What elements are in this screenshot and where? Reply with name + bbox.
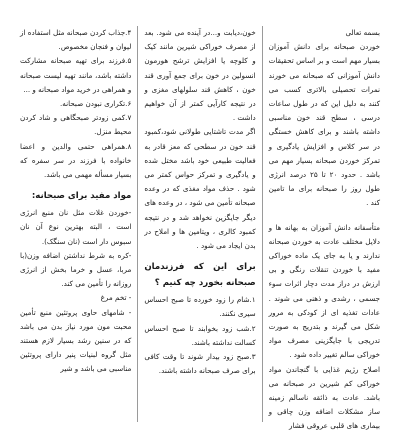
section-heading: مواد مفید برای صبحانه: (31, 191, 132, 202)
list-item: - تخم مرغ (100, 293, 132, 303)
paragraph: خون،دیابت و...در آینده می شود. بعد از مصرف خوراکی شیرین مانند کیک و کلوچه یا افزایش ترشح هورمون انسولین در خون برای جمع آوری قند خون ، کاهش قند سلولهای مغزی و در نتیجه کارآیی کمتر از آن خواهیم داشت . (144, 28, 256, 123)
list-item: ۸.همراهی حتمی والدین و اعضا خانواده با فرزند در سر سفره که بسیار مسأله مهمی می باشد. (20, 141, 132, 180)
list-item: ۲.شب زود بخوابند تا صبح احساس کسالت نداشته باشند. (144, 323, 256, 347)
paragraph: اصلاح رژیم غذایی با گنجاندن مواد خوراکی کم شیرین در صبحانه می باشد. عادت به ذائقه ناسالم زمینه ساز مشکلات اضافه وزن چاقی و بیماری های قلبی عروقی فشار (268, 364, 380, 431)
list-item: -خوردن غلات مثل نان منبع انرژی است ، البته بهترین نوع آن نان سبوس دار است (نان سنگک). (20, 208, 132, 246)
text-column-left (14, 26, 138, 422)
text-column-middle (138, 26, 262, 422)
list-item: ۶.تکراری نبودن صبحانه. (59, 99, 132, 109)
list-item: ۱.شام را زود خورده تا صبح احساس سیری نکنند. (144, 295, 256, 319)
list-item: - شامهای حاوی پروتئین منبع تأمین محبت مون مورد نیاز بدن می باشد که در سنین رشد بسیار لازم هستند مثل گروه لبنیات پنیر دارای پروتئین مناسبی می باشد و شیر (20, 307, 132, 374)
list-item: ۵.فرزند برای تهیه صبحانه مشارکت داشته باشد، مانند تهیه لیست صبحانه و همراهی در خرید مواد صبحانه و ... (20, 56, 132, 94)
section-heading: برای این که فرزندمان صبحانه بخورد چه کنیم ؟ (144, 262, 256, 289)
list-item: ۷.کمی زودتر صبحگاهی و شاد کردن محیط منزل. (20, 113, 132, 137)
document-title: بسمه تعالی (345, 28, 380, 37)
paragraph-gap (269, 211, 380, 221)
paragraph: متأسفانه دانش آموزان به بهانه ها و دلایل مختلف عادت به خوردن صبحانه ندارند و یا به جای یک ماده خوراکی مفید با خوردن تنقلات رنگی و بی ارزش در دراز مدت دچار اثرات سوء جسمی ، رشدی و ذهنی می شوند . عادات تغذیه ای از کودکی به مرور شکل می گیرند و بتدریج به صورت تدریجی با جایگزینی مصرف مواد خوراکی سالم تغییر داده شود . (268, 222, 380, 360)
list-item: ۴.جذاب کردن صبحانه مثل استفاده از لیوان و فنجان مخصوص. (20, 28, 132, 52)
list-item: ۳.صبح زود بیدار شوند تا وقت کافی برای صرف صبحانه داشته باشند. (144, 352, 256, 376)
list-item: -کره به شرط نداشتن اضافه وزن(با مربا، عسل و خرما بخش از انرژی روزانه را تأمین می کند. (20, 250, 132, 289)
paragraph: خوردن صبحانه برای دانش آموزان بسیار مهم است و بر اساس تحقیقات دانش آموزانی که صبحانه می خورند نمرات تحصیلی بالاتری کسب می کنند به دلیل این که در طول ساعات درسی ، سطح قند خون مناسبی داشته باشند و برای کاهش خستگی در سر کلاس و افزایش یادگیری و تمرکز خوردن صبحانه بسیار مهم می باشد . حدود ۲۰ تا ۲۵ درصد انرژی طول روز را صبحانه برای ما تامین کند . (268, 42, 380, 208)
paragraph: اگر مدت تاشتایی طولانی شود،کمبود قند خون در سطحی که معز قادر به فعالیت طبیعی خود باشد مختل شده و یادگیری و تمرکز حواس کمتر می شود . حذف مواد مغذی که در وعده صبحانه تأمین می شود ، در وعده های دیگر جایگزین نخواهد شد و در نتیجه کمبود کالری ، ویتامین ها و املاح در بدن ایجاد می شود . (144, 127, 256, 251)
text-column-right (263, 26, 386, 431)
